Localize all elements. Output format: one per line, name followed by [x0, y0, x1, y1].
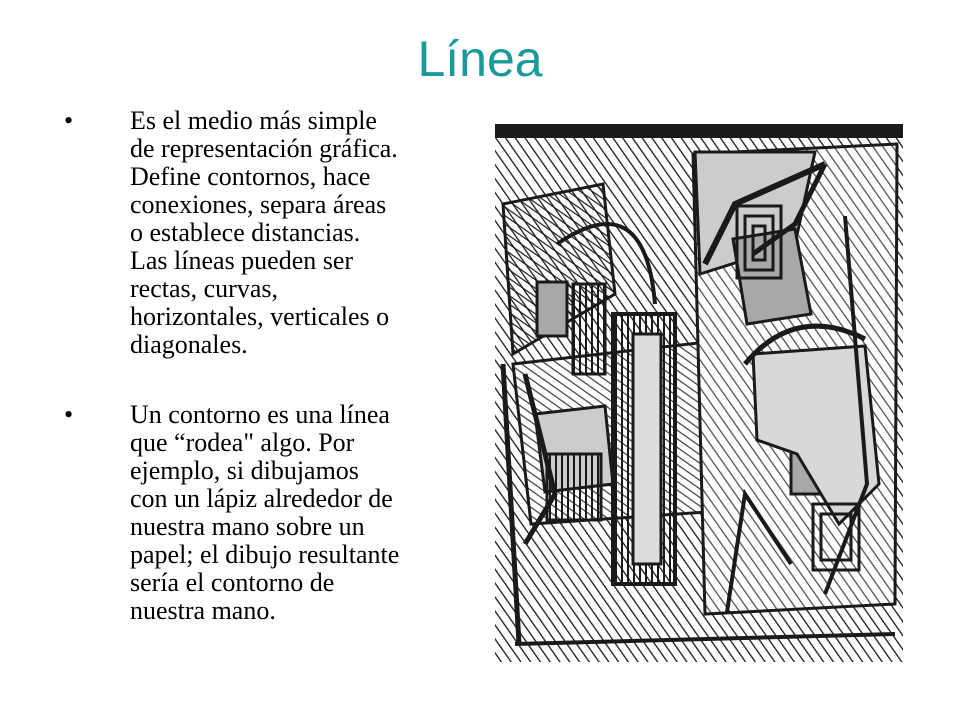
bullet-1-line-9: diagonales. — [130, 330, 248, 359]
bullet-list — [58, 107, 478, 667]
small-gray-block — [537, 282, 567, 336]
bullet-dot-icon: • — [64, 106, 74, 135]
bullet-1-line-7: rectas, curvas, — [130, 274, 278, 303]
abstract-line-artwork — [495, 124, 903, 662]
bullet-item-2 — [58, 401, 478, 625]
bullet-2-line-6: papel; el dibujo resultante — [130, 540, 400, 569]
bullet-1-line-2: de representación gráfica. — [130, 134, 398, 163]
bullet-1-line-5: o establece distancias. — [130, 218, 361, 247]
bullet-1-line-8: horizontales, verticales o — [130, 302, 390, 331]
bullet-2-line-8: nuestra mano. — [130, 596, 276, 625]
bullet-2-line-3: ejemplo, si dibujamos — [130, 456, 359, 485]
bullet-2-line-5: nuestra mano sobre un — [130, 512, 365, 541]
bullet-dot-icon: • — [64, 400, 74, 429]
slide-title: Línea — [417, 31, 543, 87]
bullet-1-line-6: Las líneas pueden ser — [130, 246, 354, 275]
small-striped-column — [573, 284, 605, 374]
center-column-inner — [633, 334, 661, 564]
artwork-shapes — [495, 124, 903, 662]
bullet-2-line-2: que “rodea" algo. Por — [130, 428, 355, 457]
bullet-1-line-3: Define contornos, hace — [130, 162, 371, 191]
bullet-2-line-4: con un lápiz alrededor de — [130, 484, 393, 513]
bullet-1-line-1: Es el medio más simple — [130, 106, 377, 135]
bullet-2-line-7: sería el contorno de — [130, 568, 335, 597]
bullet-1-line-4: conexiones, separa áreas — [130, 190, 387, 219]
bullet-2-line-1: Un contorno es una línea — [130, 400, 390, 429]
artwork-canvas — [495, 124, 903, 662]
top-border-bar — [495, 124, 903, 138]
bullet-item-1 — [58, 107, 478, 359]
